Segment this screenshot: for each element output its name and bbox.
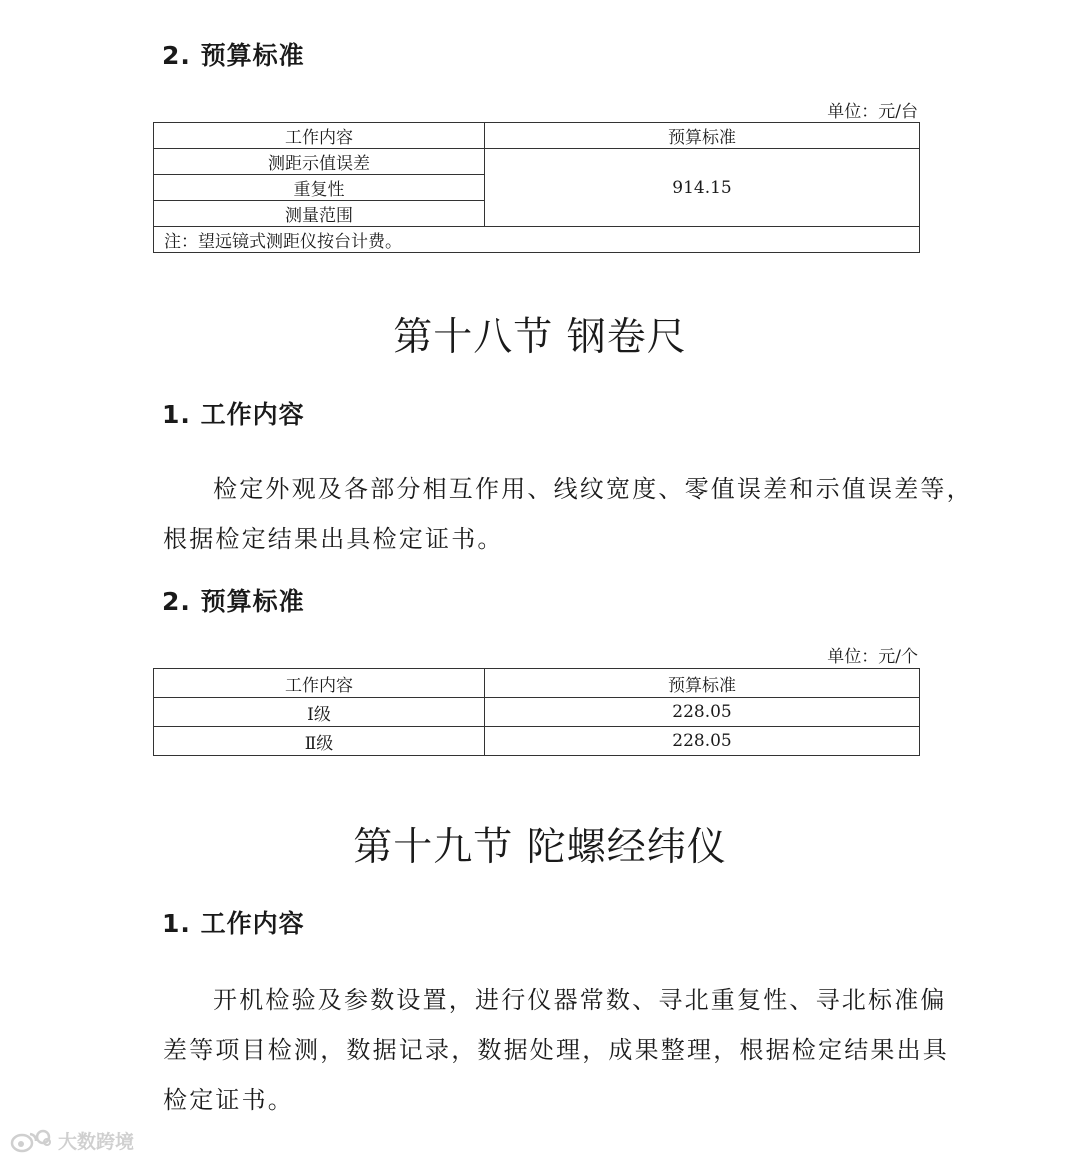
unit-label: 单位：元/个 — [827, 647, 918, 667]
work-content-heading: 1. 工作内容 — [162, 400, 305, 429]
table-header-cell: 预算标准 — [485, 123, 920, 149]
table-note: 注：望远镜式测距仪按台计费。 — [154, 227, 920, 253]
section-title: 第十九节 陀螺经纬仪 — [353, 825, 727, 870]
watermark — [10, 1127, 134, 1154]
table-cell: 重复性 — [154, 175, 485, 201]
table-header-row — [154, 123, 920, 149]
table-header-cell: 工作内容 — [154, 123, 485, 149]
table-cell: 测距示值误差 — [154, 149, 485, 175]
paragraph-line: 开机检验及参数设置，进行仪器常数、寻北重复性、寻北标准偏 — [213, 986, 947, 1014]
table-header-row — [154, 669, 920, 698]
table-row — [154, 727, 920, 756]
table-header-cell: 预算标准 — [485, 669, 920, 698]
budget-table — [153, 122, 920, 253]
budget-table — [153, 668, 920, 756]
table-row — [154, 698, 920, 727]
table-row — [154, 149, 920, 175]
table-cell: Ⅱ级 — [154, 727, 485, 756]
paragraph-line: 差等项目检测，数据记录，数据处理，成果整理，根据检定结果出具 — [163, 1036, 949, 1064]
weibo-logo-icon — [10, 1128, 52, 1154]
table-note-row — [154, 227, 920, 253]
table-cell: 测量范围 — [154, 201, 485, 227]
paragraph-line: 检定外观及各部分相互作用、线纹宽度、零值误差和示值误差等， — [213, 475, 973, 503]
paragraph-line: 检定证书。 — [163, 1086, 294, 1114]
paragraph-line: 根据检定结果出具检定证书。 — [163, 525, 504, 553]
table-header-cell: 工作内容 — [154, 669, 485, 698]
budget-heading: 2. 预算标准 — [162, 587, 305, 616]
unit-label: 单位：元/台 — [827, 102, 918, 122]
budget-heading: 2. 预算标准 — [162, 41, 305, 70]
table-cell: 228.05 — [485, 727, 920, 756]
watermark-text: 大数跨境 — [58, 1131, 135, 1153]
section-title: 第十八节 钢卷尺 — [393, 315, 687, 360]
table-cell-value: 914.15 — [485, 149, 920, 227]
table-cell: Ⅰ级 — [154, 698, 485, 727]
work-content-heading: 1. 工作内容 — [162, 909, 305, 938]
table-cell: 228.05 — [485, 698, 920, 727]
